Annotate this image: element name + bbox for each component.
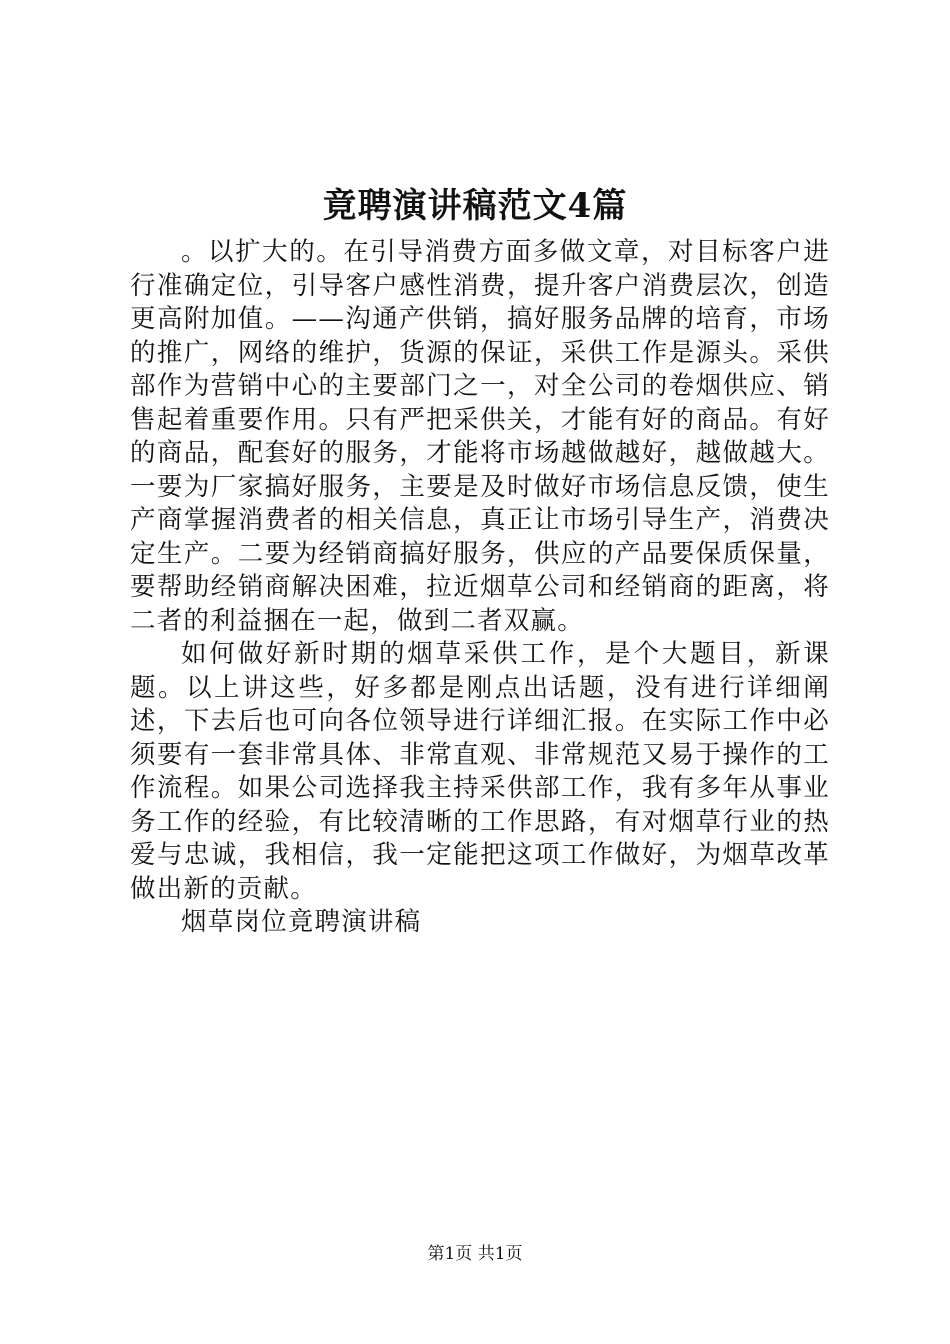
document-body [130, 236, 830, 940]
body-paragraph-3: 烟草岗位竟聘演讲稿 [181, 907, 422, 937]
document-title: 竟聘演讲稿范文4篇 [322, 186, 628, 226]
body-paragraph-2: 如何做好新时期的烟草采供工作，是个大题目，新课题。以上讲这些，好多都是刚点出话题，没有进行详细阐述，下去后也可向各位领导进行详细汇报。在实际工作中必须要有一套非常具体、非常直观、非常规范又易于操作的工作流程。如果公司选择我主持采供部工作，我有多年从事业务工作的经验，有比较清晰的工作思路，有对烟草行业的热爱与忠诚，我相信，我一定能把这项工作做好，为烟草改革做出新的贡献。 [130, 639, 830, 904]
body-paragraph-1: 。以扩大的。在引导消费方面多做文章，对目标客户进行准确定位，引导客户感性消费，提升客户消费层次，创造更高附加值。——沟通产供销，搞好服务品牌的培育，市场的推广，网络的维护，货源的保证，采供工作是源头。采供部作为营销中心的主要部门之一，对全公司的卷烟供应、销售起着重要作用。只有严把采供关，才能有好的商品。有好的商品，配套好的服务，才能将市场越做越好，越做越大。一要为厂家搞好服务，主要是及时做好市场信息反馈，使生产商掌握消费者的相关信息，真正让市场引导生产，消费决定生产。二要为经销商搞好服务，供应的产品要保质保量，要帮助经销商解决困难，拉近烟草公司和经销商的距离，将二者的利益捆在一起，做到二者双赢。 [130, 237, 830, 636]
page-number-footer: 第1页 共1页 [427, 1244, 523, 1264]
